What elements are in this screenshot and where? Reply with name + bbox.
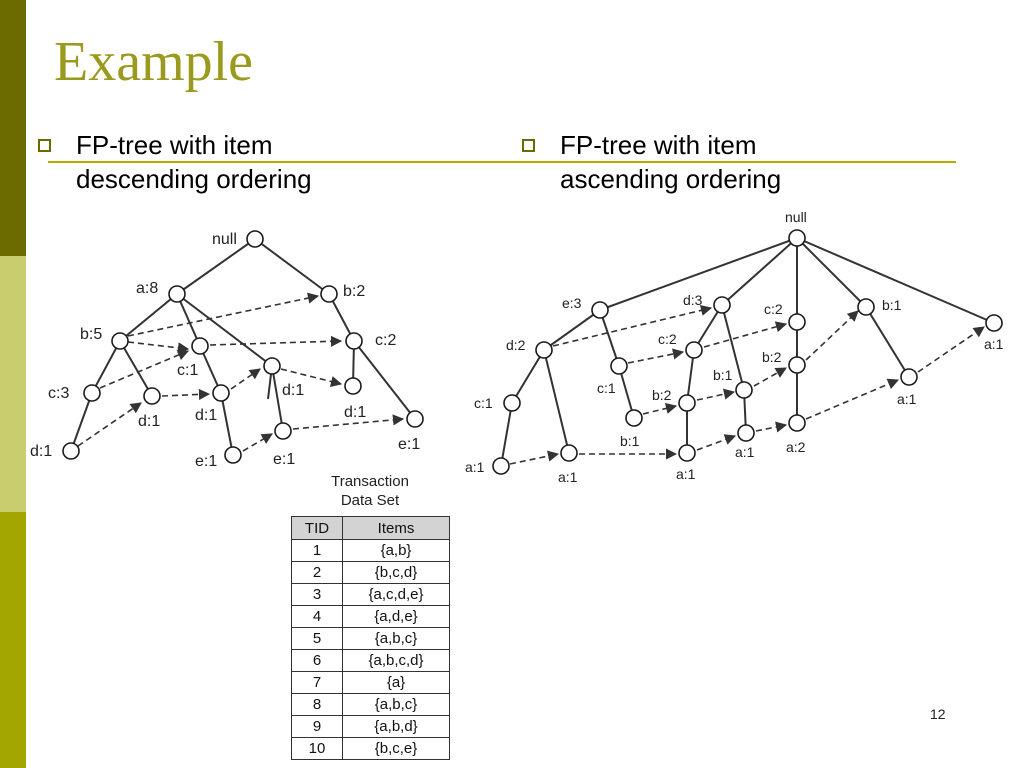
node-label: b:1 (713, 367, 733, 383)
node-a1 (986, 315, 1002, 331)
table-row (292, 628, 450, 650)
items-cell: {a,d,e} (343, 606, 450, 628)
node-a1 (901, 369, 917, 385)
node-label: c:3 (48, 385, 70, 402)
node-label: b:1 (620, 433, 640, 449)
node-c1 (504, 395, 520, 411)
node-b1 (626, 410, 642, 426)
node-e3 (592, 302, 608, 318)
bullet-line: ascending ordering (560, 164, 782, 194)
node-a1 (738, 425, 754, 441)
tid-cell: 1 (292, 540, 343, 562)
node-label: d:2 (506, 337, 526, 353)
node-label: a:1 (465, 459, 485, 475)
node-label: e:1 (195, 453, 218, 470)
tid-cell: 8 (292, 694, 343, 716)
node-b2 (789, 357, 805, 373)
node-a8 (169, 286, 185, 302)
node-label: d:1 (30, 443, 53, 460)
node-a1 (493, 458, 509, 474)
bullet-line: FP-tree with item (76, 130, 273, 160)
node-label: e:1 (398, 436, 421, 453)
node-c2 (686, 342, 702, 358)
table-row (292, 716, 450, 738)
node-label: b:1 (882, 297, 902, 313)
items-cell: {a,c,d,e} (343, 584, 450, 606)
node-d1 (264, 358, 280, 374)
node-c1 (192, 338, 208, 354)
table-row (292, 650, 450, 672)
node-label: a:1 (984, 336, 1004, 352)
items-cell: {a,b,c} (343, 694, 450, 716)
node-label: c:1 (597, 380, 616, 396)
tid-cell: 2 (292, 562, 343, 584)
node-c2 (789, 314, 805, 330)
node-d1 (144, 388, 160, 404)
node-label: e:1 (273, 451, 296, 468)
node-label: c:1 (177, 362, 199, 379)
slide-title: Example (54, 31, 254, 93)
tid-cell: 9 (292, 716, 343, 738)
node-d1 (63, 443, 79, 459)
node-null (247, 231, 263, 247)
node-label: b:2 (762, 349, 782, 365)
table-caption-line: Data Set (340, 492, 400, 509)
fp-tree-ascending (465, 209, 1004, 485)
node-label: null (785, 209, 807, 225)
node-label: d:1 (344, 404, 367, 421)
tid-cell: 5 (292, 628, 343, 650)
node-label: c:2 (764, 301, 783, 317)
page-number: 12 (930, 706, 946, 722)
node-b2 (679, 395, 695, 411)
node-b1 (858, 299, 874, 315)
node-label: a:1 (897, 391, 917, 407)
table-row (292, 584, 450, 606)
node-e1 (225, 447, 241, 463)
node-c1 (611, 358, 627, 374)
items-cell: {a,b,c,d} (343, 650, 450, 672)
node-label: b:2 (343, 283, 366, 300)
table-row (292, 672, 450, 694)
node-label: a:1 (735, 444, 755, 460)
items-cell: {a,b} (343, 540, 450, 562)
node-label: b:2 (652, 387, 672, 403)
node-a2 (789, 415, 805, 431)
bullet-line: FP-tree with item (560, 130, 757, 160)
fp-tree-descending (30, 231, 423, 470)
node-c2 (346, 333, 362, 349)
node-a1 (561, 445, 577, 461)
node-label: d:1 (195, 407, 218, 424)
node-d2 (536, 342, 552, 358)
column-header-tid: TID (292, 517, 343, 540)
transaction-table (291, 516, 450, 760)
tid-cell: 3 (292, 584, 343, 606)
node-d3 (714, 297, 730, 313)
items-cell: {a} (343, 672, 450, 694)
node-b1 (736, 382, 752, 398)
node-label: d:3 (683, 292, 703, 308)
tree-nodes (493, 230, 1002, 474)
tree-nodes (63, 231, 423, 463)
table-row (292, 540, 450, 562)
node-label: c:1 (474, 395, 493, 411)
table-row (292, 562, 450, 584)
node-d1 (345, 378, 361, 394)
node-label: a:1 (676, 466, 696, 482)
table-caption (300, 472, 440, 510)
table-row (292, 606, 450, 628)
node-label: d:1 (138, 413, 161, 430)
node-label: a:2 (786, 439, 806, 455)
node-e1 (275, 423, 291, 439)
bullet-line: descending ordering (76, 164, 312, 194)
node-b2 (321, 286, 337, 302)
node-b5 (112, 333, 128, 349)
items-cell: {a,b,d} (343, 716, 450, 738)
column-header-items: Items (343, 517, 450, 540)
node-null (789, 230, 805, 246)
tid-cell: 6 (292, 650, 343, 672)
node-d1 (213, 385, 229, 401)
tid-cell: 4 (292, 606, 343, 628)
node-label: null (212, 231, 237, 248)
node-label: b:5 (80, 326, 103, 343)
node-label: c:2 (658, 331, 677, 347)
node-a1 (679, 445, 695, 461)
table-row (292, 738, 450, 760)
node-label: c:2 (375, 332, 397, 349)
node-label: d:1 (282, 382, 305, 399)
table-row (292, 694, 450, 716)
node-e1 (407, 411, 423, 427)
tid-cell: 7 (292, 672, 343, 694)
items-cell: {a,b,c} (343, 628, 450, 650)
node-label: a:1 (558, 469, 578, 485)
table-caption-line: Transaction (331, 473, 409, 490)
table-header-row (292, 517, 450, 540)
tid-cell: 10 (292, 738, 343, 760)
node-c3 (84, 385, 100, 401)
node-label: a:8 (136, 280, 159, 297)
items-cell: {b,c,d} (343, 562, 450, 584)
items-cell: {b,c,e} (343, 738, 450, 760)
node-label: e:3 (562, 295, 582, 311)
